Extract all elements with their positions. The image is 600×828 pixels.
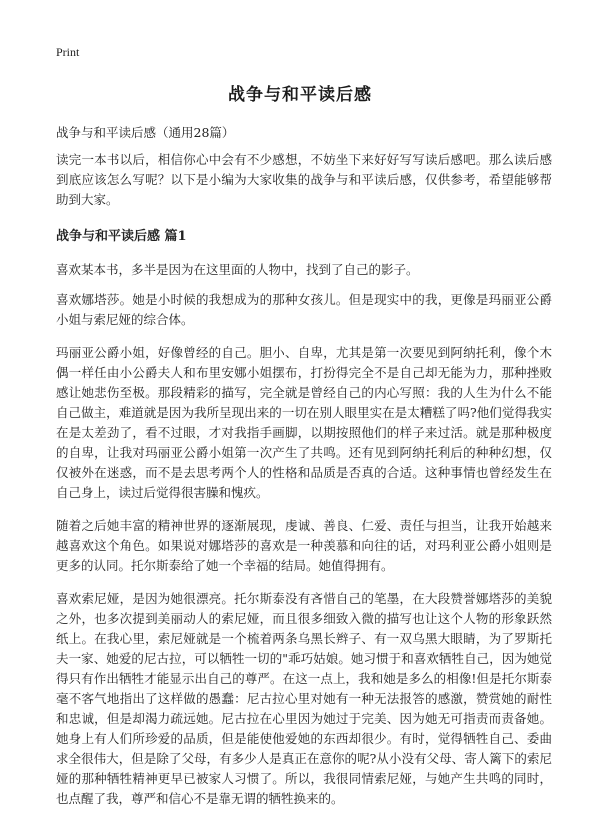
- article-subtitle: 战争与和平读后感（通用28篇）: [56, 125, 235, 140]
- intro-paragraph: 读完一本书以后，相信你心中会有不少感想，不妨坐下来好好写写读后感吧。那么读后感到底应该怎么写呢？以下是小编为大家收集的战争与和平读后感，仅供参考，希望能够帮助到大家。: [56, 152, 552, 207]
- body-paragraph: 随着之后她丰富的精神世界的逐渐展现，虔诚、善良、仁爱、责任与担当，让我开始越来越喜欢这个角色。如果说对娜塔莎的喜欢是一种羡慕和向往的话，对玛利亚公爵小姐则是更多的认同。托尔斯泰给了她一个幸福的结局。她值得拥有。: [56, 518, 552, 573]
- body-paragraph: 喜欢某本书，多半是因为在这里面的人物中，找到了自己的影子。: [56, 262, 419, 277]
- article-body: [56, 150, 552, 822]
- body-paragraph: 喜欢娜塔莎。她是小时候的我想成为的那种女孩儿。但是现实中的我，更像是玛丽亚公爵小姐与索尼娅的综合体。: [56, 292, 552, 327]
- body-paragraph: 喜欢索尼娅，是因为她很漂亮。托尔斯泰没有吝惜自己的笔墨，在大段赞誉娜塔莎的美貌之外，也多次提到美丽动人的索尼娅，而且很多细致入微的描写也让这个人物的形象跃然纸上。在我心里，索尼娅就是一个梳着两条乌黑长辫子、有一双乌黑大眼睛，为了罗斯托夫一家、她爱的尼古拉，可以牺牲一切的"乖巧姑娘。她习惯于和喜欢牺牲自己，因为她觉得只有作出牺牲才能显示出自己的尊严。在这一点上，我和她是多么的相像!但是托尔斯泰毫不客气地指出了这样做的愚蠢：尼古拉心里对她有一种无法报答的感激，赞赏她的耐性和忠诚，但是却渴力疏远她。尼古拉在心里因为她过于完美、因为她无可指责而责备她。她身上有人们所珍爱的品质，但是能使他爱她的东西却很少。有时，觉得牺牲自己、委曲求全很伟大，但是除了父母，有多少人是真正在意你的呢?从小没有父母、寄人篱下的索尼娅的那种牺牲精神更早已被家人习惯了。所以，我很同情索尼娅，与她产生共鸣的同时，也点醒了我，尊严和信心不是靠无谓的牺牲换来的。: [56, 591, 552, 806]
- body-paragraph: 玛丽亚公爵小姐，好像曾经的自己。胆小、自卑，尤其是第一次要见到阿纳托利，像个木偶一样任由小公爵夫人和布里安娜小姐摆布，打扮得完全不是自己却无能为力，那种挫败感让她悲伤至极。那段精彩的描写，完全就是曾经自己的内心写照：我的人生为什么不能自己做主，难道就是因为我所呈现出来的一切在别人眼里实在是太糟糕了吗?他们觉得我实在是太差劲了，看不过眼，才对我指手画脚，以期按照他们的样子来过活。就是那种极度的自卑，让我对玛丽亚公爵小姐第一次产生了共鸣。还有见到阿纳托利后的种种幻想，仅仅被外在迷惑，而不是去思考两个人的性格和品质是否真的合适。这种事情也曾经发生在自己身上，读过后觉得很害臊和愧疚。: [56, 345, 552, 500]
- print-link[interactable]: Print: [56, 45, 80, 59]
- section-heading: 战争与和平读后感 篇1: [56, 229, 187, 244]
- page-title: 战争与和平读后感: [228, 85, 372, 105]
